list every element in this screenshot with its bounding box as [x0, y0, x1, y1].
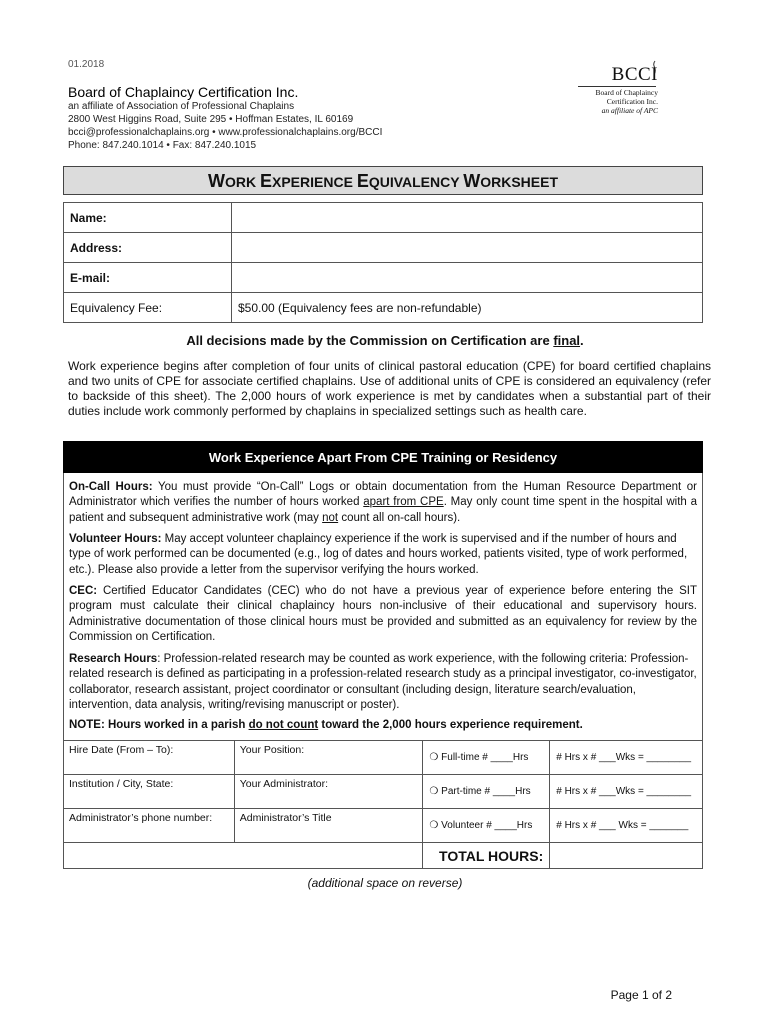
- title-cap: W: [463, 171, 481, 191]
- title-rest: ORKSHEET: [480, 174, 559, 190]
- address-line: 2800 West Higgins Road, Suite 295 • Hoffman Estates, IL 60169: [68, 114, 354, 125]
- position-cell[interactable]: Your Position:: [234, 741, 423, 775]
- logo-affiliate: an affiliate of APC: [601, 106, 658, 115]
- title-cap: W: [207, 171, 225, 191]
- parttime-option[interactable]: ❍ Part-time # ____Hrs: [423, 775, 550, 809]
- fee-value: $50.00 (Equivalency fees are non-refundable): [232, 293, 703, 323]
- section-banner: Work Experience Apart From CPE Training or Residency: [63, 441, 703, 473]
- admin-title-cell[interactable]: Administrator’s Title: [234, 809, 423, 843]
- oncall-text: count all on-call hours).: [338, 511, 461, 524]
- applicant-info-table: [63, 202, 703, 323]
- contact-line: bcci@professionalchaplains.org • www.professionalchaplains.org/BCCI: [68, 127, 383, 138]
- title-cap: E: [259, 171, 272, 191]
- fee-label: Equivalency Fee:: [64, 293, 232, 323]
- hire-date-cell[interactable]: Hire Date (From – To):: [64, 741, 235, 775]
- blank-cell: [64, 843, 235, 869]
- address-field[interactable]: [232, 233, 703, 263]
- page-number: Page 1 of 2: [610, 988, 672, 1002]
- logo-rule: [578, 86, 656, 87]
- volunteer-calc[interactable]: # Hrs x # ___ Wks = _______: [550, 809, 703, 843]
- table-row: [64, 741, 703, 775]
- cec-text: Certified Educator Candidates (CEC) who do not have a previous year of experience before entering the SIT program must calculate their clinical chaplaincy hours non-inclusive of their educational and supervisory hours. Administrative documentation of those clinical hours must be provided and submitted as an equivalency for review by the Commission on Certification.: [69, 585, 697, 643]
- revision-date: 01.2018: [68, 59, 105, 70]
- title-rest: QUIVALENCY: [368, 174, 464, 190]
- organization-name: Board of Chaplaincy Certification Inc.: [68, 84, 299, 100]
- volunteer-option[interactable]: ❍ Volunteer # ____Hrs: [423, 809, 550, 843]
- total-row: [64, 843, 703, 869]
- institution-cell[interactable]: Institution / City, State:: [64, 775, 235, 809]
- bcci-logo: [574, 62, 666, 118]
- logo-mark: BCCI: [611, 64, 658, 85]
- volunteer-label: Volunteer Hours:: [69, 533, 162, 545]
- research-label: Research Hours: [69, 653, 158, 665]
- volunteer-paragraph: [69, 532, 697, 578]
- total-hours-field[interactable]: [550, 843, 703, 869]
- name-field[interactable]: [232, 203, 703, 233]
- email-label: E-mail:: [64, 263, 232, 293]
- fulltime-option[interactable]: ❍ Full-time # ____Hrs: [423, 741, 550, 775]
- email-field[interactable]: [232, 263, 703, 293]
- logo-line-1: Board of Chaplaincy: [595, 88, 658, 97]
- fulltime-calc[interactable]: # Hrs x # ___Wks = ________: [550, 741, 703, 775]
- note-text: toward the 2,000 hours experience requirement.: [318, 719, 583, 731]
- phone-line: Phone: 847.240.1014 • Fax: 847.240.1015: [68, 140, 257, 151]
- oncall-text: You must provide “On-Call” Logs or obtain documentation from the Human Resource Department or Administrator which verifies the number of hours worked: [69, 481, 698, 509]
- decision-emphasis: final: [553, 333, 581, 348]
- admin-phone-cell[interactable]: Administrator’s phone number:: [64, 809, 235, 843]
- cec-paragraph: [69, 584, 697, 645]
- affiliate-line: an affiliate of Association of Professional Chaplains: [68, 101, 295, 112]
- worksheet-title: [63, 166, 703, 195]
- oncall-paragraph: [69, 480, 697, 526]
- research-text: : Profession-related research may be counted as work experience, with the following criteria: Profession-related research is defined as participating in a profession-related research study as a principal investigator, co-investigator, collaborator, research assistant, project coordinator or consultant (including design, literature search/evaluation, intervention, data analysis, writing/revising manuscript or poster).: [69, 653, 697, 711]
- total-hours-label: TOTAL HOURS:: [423, 843, 550, 869]
- section-body: [63, 473, 703, 740]
- parttime-calc[interactable]: # Hrs x # ___Wks = ________: [550, 775, 703, 809]
- logo-line-2: Certification Inc.: [606, 97, 658, 106]
- cec-label: CEC:: [69, 585, 98, 597]
- title-rest: XPERIENCE: [272, 174, 357, 190]
- decision-statement: [0, 333, 770, 348]
- table-row: [64, 809, 703, 843]
- title-rest: ORK: [224, 174, 260, 190]
- oncall-text: . May only count time spent in the hospital with a patient and subsequent administrative work (may: [69, 496, 697, 524]
- additional-space-note: (additional space on reverse): [307, 876, 463, 890]
- note-underline: do not count: [248, 719, 319, 731]
- address-label: Address:: [64, 233, 232, 263]
- work-entry-table: [63, 740, 703, 869]
- note-text: NOTE: Hours worked in a parish: [69, 719, 249, 731]
- oncall-underline: apart from CPE: [363, 496, 444, 509]
- administrator-cell[interactable]: Your Administrator:: [234, 775, 423, 809]
- decision-end: .: [580, 333, 584, 348]
- volunteer-text: May accept volunteer chaplaincy experience if the work is supervised and if the number of hours and type of work performed can be documented (e.g., log of dates and hours worked, patients visited, type of work performed, etc.). Please also provide a letter from the supervisor verifying the hours worked.: [69, 533, 688, 576]
- oncall-underline: not: [322, 511, 339, 524]
- parish-note: [69, 718, 697, 733]
- table-row: [64, 775, 703, 809]
- oncall-label: On-Call Hours:: [69, 481, 153, 493]
- research-paragraph: [69, 652, 697, 713]
- blank-cell: [234, 843, 423, 869]
- intro-paragraph: Work experience begins after completion of four units of clinical pastoral education (CPE) for board certified chaplains and two units of CPE for associate certified chaplains. Use of additional units of CPE is considered an equivalency (refer to backside of this sheet). The 2,000 hours of work experience is met by candidates when a substantial part of their duties include work commonly performed by chaplains in specialized settings such as health care.: [68, 359, 711, 418]
- title-cap: E: [356, 171, 369, 191]
- decision-text: All decisions made by the Commission on Certification are: [186, 333, 554, 348]
- name-label: Name:: [64, 203, 232, 233]
